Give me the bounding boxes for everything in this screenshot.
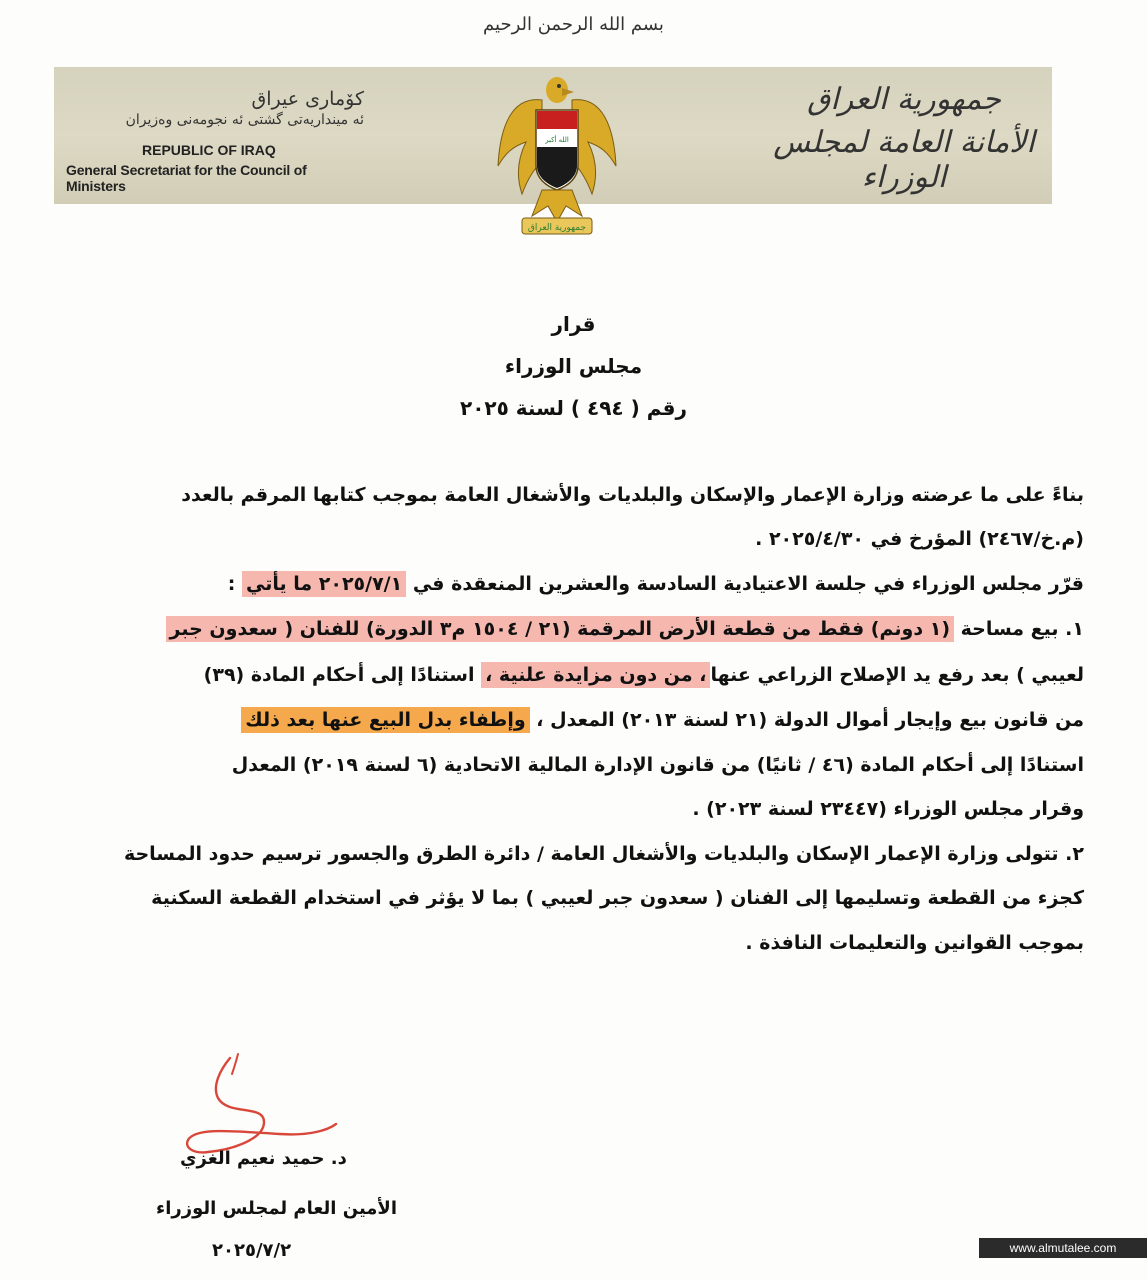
- item1-line-1: [94, 618, 1084, 640]
- letterhead-left: [66, 88, 366, 194]
- emblem-caption: جمهورية العراق: [527, 223, 587, 233]
- item2-line-1: ٢. تتولى وزارة الإعمار الإسكان والبلديات والأشغال العامة / دائرة الطرق والجسور ترسيم حدود المساحة: [123, 843, 1084, 865]
- english-subtitle: General Secretariat for the Council of Ministers: [66, 162, 307, 194]
- preamble-line-1: بناءً على ما عرضته وزارة الإعمار والإسكان والبلديات والأشغال العامة بموجب كتابها المرقم بالعدد: [181, 484, 1084, 506]
- preamble-line-2: (م.خ/٢٤٦٧) المؤرخ في ٢٠٢٥/٤/٣٠ .: [755, 528, 1084, 550]
- signer-name: د. حميد نعيم الغزي: [180, 1148, 347, 1169]
- signer-position: الأمين العام لمجلس الوزراء: [156, 1198, 398, 1219]
- item1-auction-highlight: ، من دون مزايدة علنية ،: [481, 662, 710, 688]
- decision-issuer: مجلس الوزراء: [504, 354, 643, 378]
- decision-title: قرار: [551, 312, 596, 336]
- item1-l2-end: استنادًا إلى أحكام المادة (٣٩): [203, 664, 482, 686]
- item1-waiver-highlight: وإطفاء بدل البيع عنها بعد ذلك: [241, 707, 529, 733]
- letterhead-right: [769, 82, 1039, 195]
- kurdish-title: كۆماری عیراق: [251, 88, 364, 110]
- resolution-intro-colon: :: [227, 573, 242, 595]
- item1-line-4: استنادًا إلى أحكام المادة (٤٦ / ثانيًا) من قانون الإدارة المالية الاتحادية (٦ لسنة ٢٠١٩) المعدل: [231, 754, 1084, 776]
- item1-l3-text: من قانون بيع وإيجار أموال الدولة (٢١ لسنة ٢٠١٣) المعدل ،: [529, 709, 1084, 731]
- arabic-subtitle: الأمانة العامة لمجلس الوزراء: [773, 125, 1035, 195]
- resolution-intro: [94, 573, 1084, 595]
- item1-prefix: ١. بيع مساحة: [954, 618, 1084, 640]
- basmala: بسم الله الرحمن الرحيم: [483, 14, 664, 35]
- signature-date: ٢٠٢٥/٧/٢: [212, 1240, 292, 1261]
- site-watermark: www.almutalee.com: [979, 1238, 1147, 1258]
- decision-number: رقم ( ٤٩٤ ) لسنة ٢٠٢٥: [460, 396, 687, 420]
- item1-area-highlight: (١ دونم) فقط من قطعة الأرض المرقمة (٢١ / ١٥٠٤ م٣ الدورة) للفنان ( سعدون جبر: [166, 616, 954, 642]
- item2-line-3: بموجب القوانين والتعليمات النافذة .: [745, 932, 1084, 954]
- english-title: REPUBLIC OF IRAQ: [142, 142, 276, 158]
- eagle-emblem-icon: [492, 66, 622, 244]
- item1-line-5: وقرار مجلس الوزراء (٢٣٤٤٧ لسنة ٢٠٢٣) .: [692, 798, 1084, 820]
- resolution-date-highlight: ٢٠٢٥/٧/١ ما يأتي: [242, 571, 406, 597]
- kurdish-subtitle: ئه‌ مینداریه‌تی گشتی ئه‌ نجومه‌نی وه‌زیران: [125, 112, 364, 128]
- arabic-title: جمهورية العراق: [807, 82, 1001, 117]
- resolution-intro-text: قرّر مجلس الوزراء في جلسة الاعتيادية السادسة والعشرين المنعقدة في: [406, 573, 1084, 595]
- item1-l2-start: لعيبي ) بعد رفع يد الإصلاح الزراعي عنها: [710, 664, 1084, 686]
- item2-line-2: كجزء من القطعة وتسليمها إلى الفنان ( سعدون جبر لعيبي ) بما لا يؤثر في استخدام القطعة السكنية: [151, 887, 1084, 909]
- item1-line-3: [94, 709, 1084, 731]
- item1-line-2: [94, 664, 1084, 686]
- emblem-takbir: الله أكبر: [545, 136, 569, 144]
